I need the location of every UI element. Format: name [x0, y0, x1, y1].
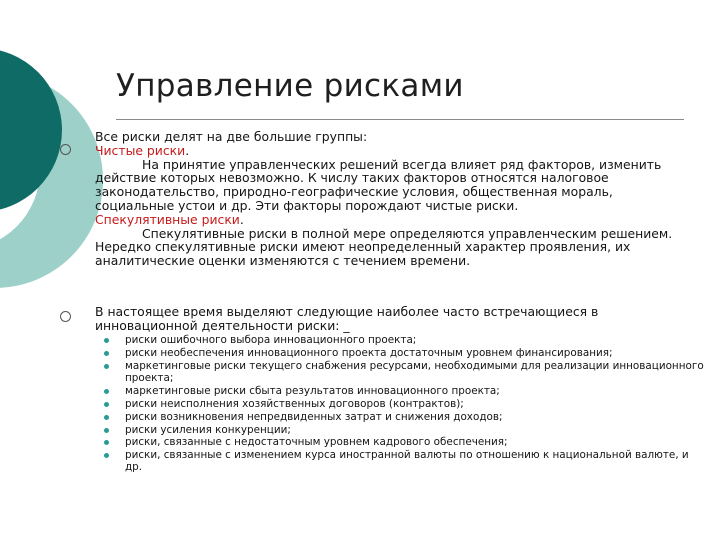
- teal-bullet-icon: [104, 351, 109, 356]
- list-item-text: риски усиления конкуренции;: [125, 423, 291, 436]
- teal-bullet-icon: [104, 428, 109, 433]
- slide-title: Управление рисками: [116, 68, 464, 104]
- teal-bullet-icon: [104, 389, 109, 394]
- list-item: [104, 450, 704, 473]
- risk-groups-intro: Все риски делят на две большие группы:: [95, 129, 368, 144]
- hollow-circle-bullet-icon: [60, 311, 71, 322]
- list-item: [104, 399, 704, 411]
- list-item-text: риски ошибочного выбора инновационного проекта;: [125, 334, 417, 346]
- risk-groups-paragraph: [95, 130, 695, 268]
- speculative-risks-block: Спекулятивные риски. Спекулятивные риски в полной мере определяются управленческим решением. Нередко спекулятивные риски имеют неопределенный характер проявления, их аналитические оценки изменяются с течением времени.: [95, 211, 673, 269]
- list-item: [104, 386, 704, 398]
- innovation-risks-list: [104, 335, 704, 475]
- innovation-risks-intro: В настоящее время выделяют следующие наиболее часто встречающиеся в инновационной деятельности риски: _: [95, 304, 599, 333]
- list-item-text: риски, связанные с недостаточным уровнем кадрового обеспечения;: [125, 436, 508, 449]
- teal-bullet-icon: [104, 364, 109, 369]
- list-item: [104, 425, 704, 437]
- list-item-text: риски, связанные с изменением курса иностранной валюты по отношению к национальной валюте, и др.: [125, 449, 689, 474]
- list-item: [104, 335, 704, 347]
- pure-risks-description: На принятие управленческих решений всегда влияет ряд факторов, изменить действие которых невозможно. К числу таких факторов относятся налоговое законодательство, природно-географические условия, общественная мораль, социальные устои и др. Эти факторы порождают чистые риски.: [95, 156, 662, 213]
- list-item-text: риски необеспечения инновационного проекта достаточным уровнем финансирования;: [125, 346, 613, 359]
- teal-bullet-icon: [104, 402, 109, 407]
- teal-bullet-icon: [104, 453, 109, 458]
- pure-risks-block: Чистые риски. На принятие управленческих решений всегда влияет ряд факторов, изменить действие которых невозможно. К числу таких факторов относятся налоговое законодательство, природно-географические условия, общественная мораль, социальные устои и др. Эти факторы порождают чистые риски.: [95, 142, 662, 213]
- speculative-risks-description: Спекулятивные риски в полной мере определяются управленческим решением. Нередко спекулятивные риски имеют неопределенный характер проявления, их аналитические оценки изменяются с течением времени.: [95, 225, 673, 269]
- list-item-text: риски возникновения непредвиденных затрат и снижения доходов;: [125, 410, 503, 423]
- list-item: [104, 348, 704, 360]
- title-divider: [116, 119, 684, 120]
- list-item: [104, 412, 704, 424]
- list-item-text: маркетинговые риски сбыта результатов инновационного проекта;: [125, 384, 500, 397]
- teal-bullet-icon: [104, 338, 109, 343]
- speculative-risks-term: Спекулятивные риски: [95, 211, 240, 227]
- pure-risks-term: Чистые риски: [95, 142, 186, 158]
- teal-bullet-icon: [104, 440, 109, 445]
- teal-bullet-icon: [104, 415, 109, 420]
- hollow-circle-bullet-icon: [60, 144, 71, 155]
- list-item-text: риски неисполнения хозяйственных договоров (контрактов);: [125, 397, 464, 410]
- list-item-text: маркетинговые риски текущего снабжения ресурсами, необходимыми для реализации инновационного проекта;: [125, 359, 704, 384]
- list-item: [104, 437, 704, 449]
- list-item: [104, 361, 704, 384]
